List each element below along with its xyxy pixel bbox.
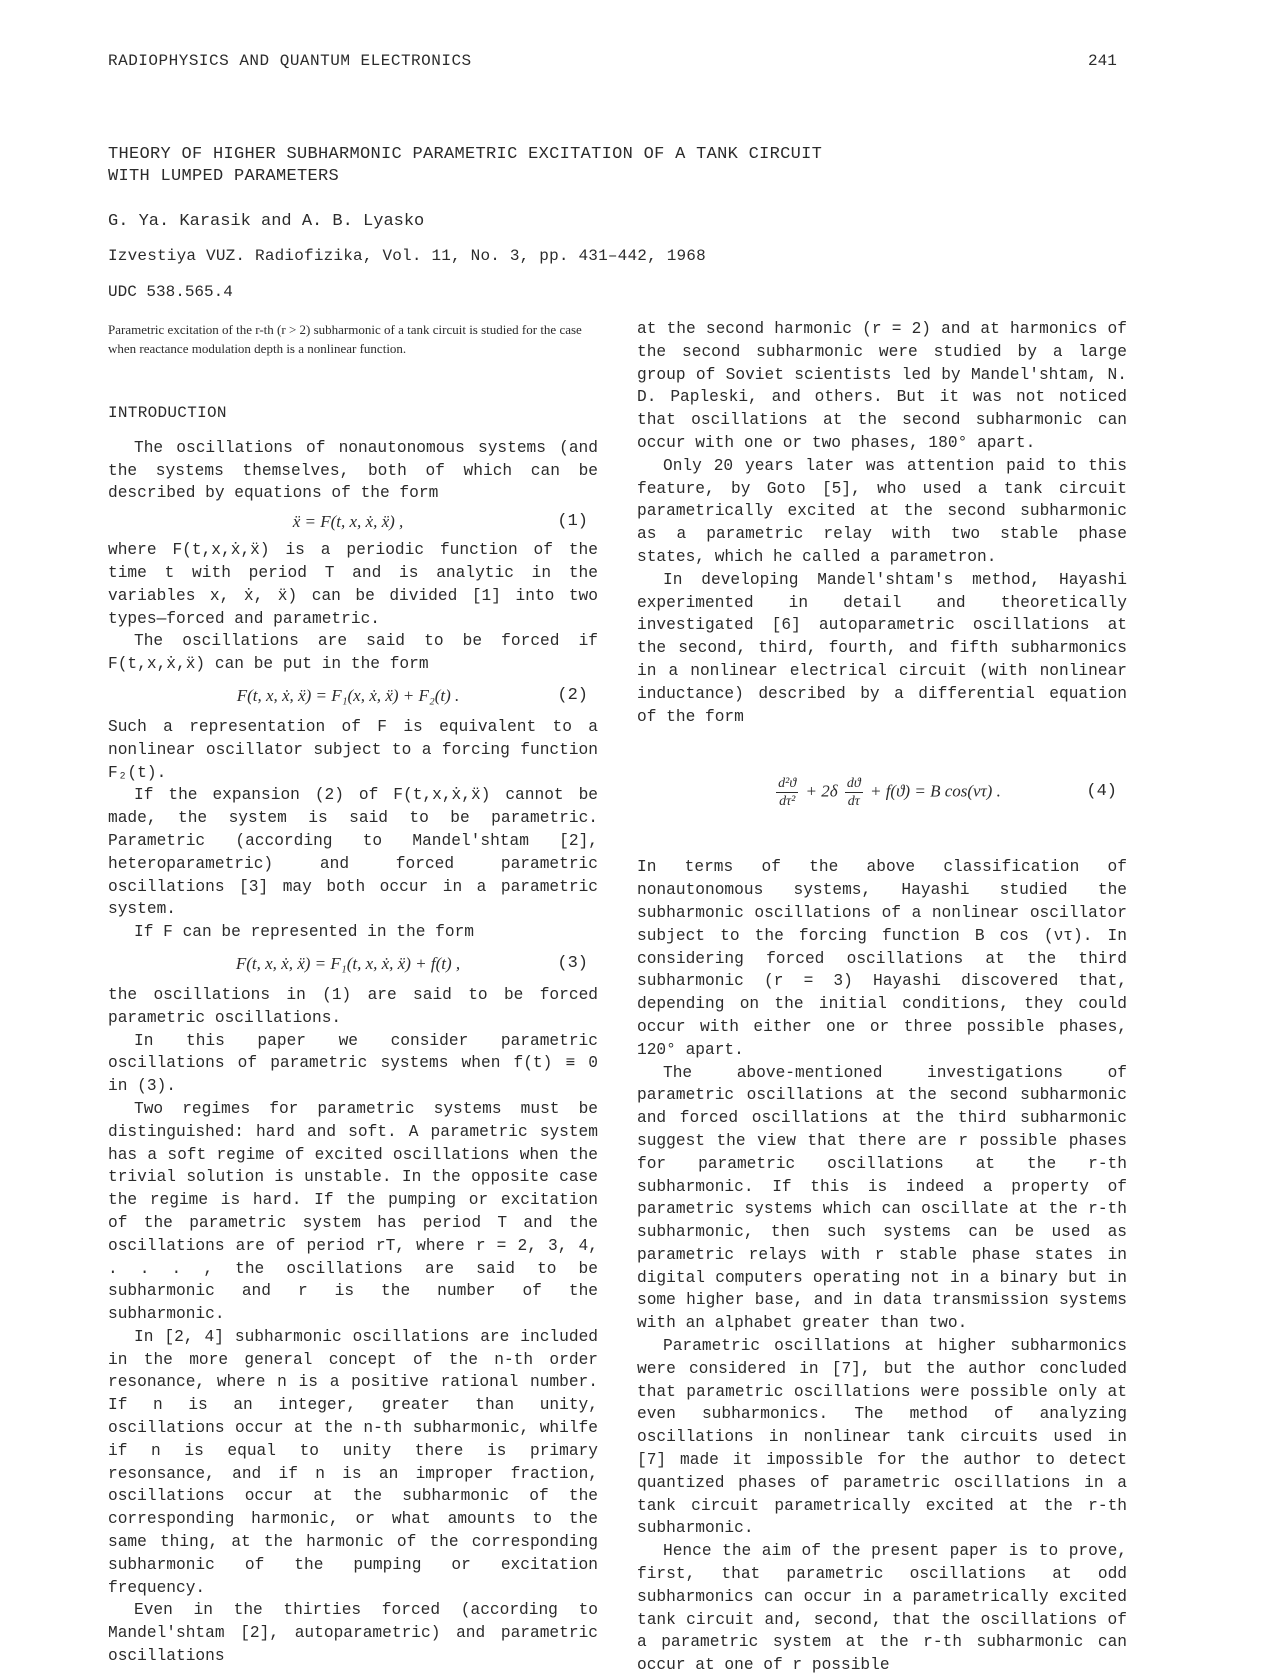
article-title: THEORY OF HIGHER SUBHARMONIC PARAMETRIC EXCITATION OF A TANK CIRCUIT WITH LUMPED PARAMETERS	[108, 145, 823, 186]
paragraph: Such a representation of F is equivalent to a nonlinear oscillator subject to a forcing function F₂(t).	[108, 717, 598, 782]
udc-code: UDC 538.565.4	[108, 283, 233, 301]
paragraph: where F(t,x,ẋ,ẍ) is a periodic function of the time t with period T and is analytic in the variables x, ẋ, ẍ) can be divided [1] into two types—forced and parametric.	[108, 541, 598, 628]
paragraph: The oscillations are said to be forced if F(t,x,ẋ,ẍ) can be put in the form	[108, 632, 598, 674]
equation-number: (1)	[557, 511, 588, 531]
paragraph: In developing Mandel'shtam's method, Hayashi experimented in detail and theoretically investigated [6] autoparametric oscillations at the second, third, fourth, and fifth subharmonics in a nonlinear electrical circuit (with nonlinear inductance) described by a differential equation of the form	[637, 570, 1127, 726]
paragraph: at the second harmonic (r = 2) and at harmonics of the second subharmonic were studied by a large group of Soviet scientists led by Mandel'shtam, N. D. Papleski, and others. But it was not noticed that oscillations at the second subharmonic can occur with one or two phases, 180° apart.	[637, 320, 1127, 452]
paragraph: In this paper we consider parametric oscillations of parametric systems when f(t) ≡ 0 in (3).	[108, 1031, 598, 1096]
paragraph: Two regimes for parametric systems must be distinguished: hard and soft. A parametric system has a soft regime of excited oscillations when the trivial solution is unstable. In the opposite case the regime is hard. If the pumping or excitation of the parametric system has period T and the oscillations are of period rT, where r = 2, 3, 4, . . . , the oscillations are said to be subharmonic and r is the number of the subharmonic.	[108, 1099, 598, 1324]
paragraph: Hence the aim of the present paper is to prove, first, that parametric oscillations at odd subharmonics can occur in a parametrically excited tank circuit and, second, that the oscillations of a parametric system at the r-th subharmonic can occur at one of r possible	[637, 1542, 1127, 1675]
equation-body: ẍ = F(t, x, ẋ, ẍ) ,	[292, 511, 404, 531]
equation-body: F(t, x, ẋ, ẍ) = F₁(t, x, ẋ, ẍ) + f(t) ,	[235, 953, 461, 973]
authors: G. Ya. Karasik and A. B. Lyasko	[108, 212, 425, 231]
paragraph: The above-mentioned investigations of parametric oscillations at the second subharmonic and forced oscillations at the third subharmonic suggest the view that there are r possible phases for parametric oscillations at the r-th subharmonic. If this is indeed a property of parametric systems which can oscillate at the r-th subharmonic, then such systems can be used as parametric relays with r stable phase states in digital computers operating not in a binary but in some higher base, and in data transmission systems with an alphabet greater than two.	[637, 1063, 1127, 1333]
paragraph: Even in the thirties forced (according to Mandel'shtam [2], autoparametric) and parametric oscillations	[108, 1601, 598, 1666]
equation-number: (4)	[1086, 781, 1117, 801]
abstract: Parametric excitation of the r-th (r > 2) subharmonic of a tank circuit is studied for the case when reactance modulation depth is a nonlinear function.	[108, 322, 582, 356]
paragraph: In terms of the above classification of nonautonomous systems, Hayashi studied the subharmonic oscillations of a nonlinear oscillator subject to the forcing function B cos (ντ). In considering forced oscillations at the third subharmonic (r = 3) Hayashi discovered that, depending on the initial conditions, they could occur with either one or three possible phases, 120° apart.	[637, 858, 1127, 1059]
second-derivative-fraction: $\frac{\text{d²ϑ}}{\text{dτ²}}$	[778, 775, 797, 809]
section-heading: INTRODUCTION	[108, 404, 227, 422]
equation-number: (2)	[557, 685, 588, 705]
equation-4	[637, 728, 1127, 856]
equation-body: $\frac{\text{d²ϑ}}{\text{dτ²}}$ + 2δ $\frac{dϑ}{d\tau}$ + f(ϑ) = B cos(ντ) .	[778, 775, 1001, 809]
paragraph: The oscillations of nonautonomous systems (and the systems themselves, both of which can be described by equations of the form	[108, 438, 598, 503]
paragraph: Only 20 years later was attention paid to this feature, by Goto [5], who used a tank circuit parametrically excited at the second subharmonic as a parametric relay with two stable phase states, which he called a parametron.	[637, 456, 1127, 566]
citation: Izvestiya VUZ. Radiofizika, Vol. 11, No. 3, pp. 431–442, 1968	[108, 247, 706, 265]
paragraph: the oscillations in (1) are said to be forced parametric oscillations.	[108, 985, 598, 1027]
left-column	[108, 402, 598, 1668]
equation-1	[108, 505, 598, 539]
right-column	[637, 318, 1127, 1677]
page-number: 241	[1088, 52, 1117, 70]
equation-3	[108, 944, 598, 984]
paragraph: If the expansion (2) of F(t,x,ẋ,ẍ) cannot be made, the system is said to be parametric. Parametric (according to Mandel'shtam [2], heteroparametric) and forced parametric oscillations [3] may both occur in a parametric system.	[108, 786, 598, 919]
equation-2	[108, 676, 598, 716]
first-derivative-fraction: $\frac{dϑ}{d\tau}$	[846, 775, 861, 809]
equation-body: F(t, x, ẋ, ẍ) = F₁(x, ẋ, ẍ) + F₂(t) .	[236, 685, 460, 705]
paragraph: If F can be represented in the form	[134, 923, 474, 942]
equation-number: (3)	[557, 953, 588, 973]
paragraph: Parametric oscillations at higher subharmonics were considered in [7], but the author concluded that parametric oscillations were possible only at even subharmonics. The method of analyzing oscillations in nonlinear tank circuits used in [7] made it impossible for the author to detect quantized phases of parametric oscillations in a tank circuit parametrically excited at the r-th subharmonic.	[637, 1337, 1127, 1538]
running-head: RADIOPHYSICS AND QUANTUM ELECTRONICS	[108, 52, 472, 70]
paragraph: In [2, 4] subharmonic oscillations are included in the more general concept of the n-th order resonance, where n is a positive rational number. If n is an integer, greater than unity, oscillations occur at the n-th subharmonic, whilfe if n is equal to unity there is primary resonsance, and if n is an improper fraction, oscillations occur at the subharmonic of the corresponding harmonic, or what amounts to the same thing, at the harmonic of the corresponding subharmonic of the pumping or excitation frequency.	[108, 1327, 598, 1597]
